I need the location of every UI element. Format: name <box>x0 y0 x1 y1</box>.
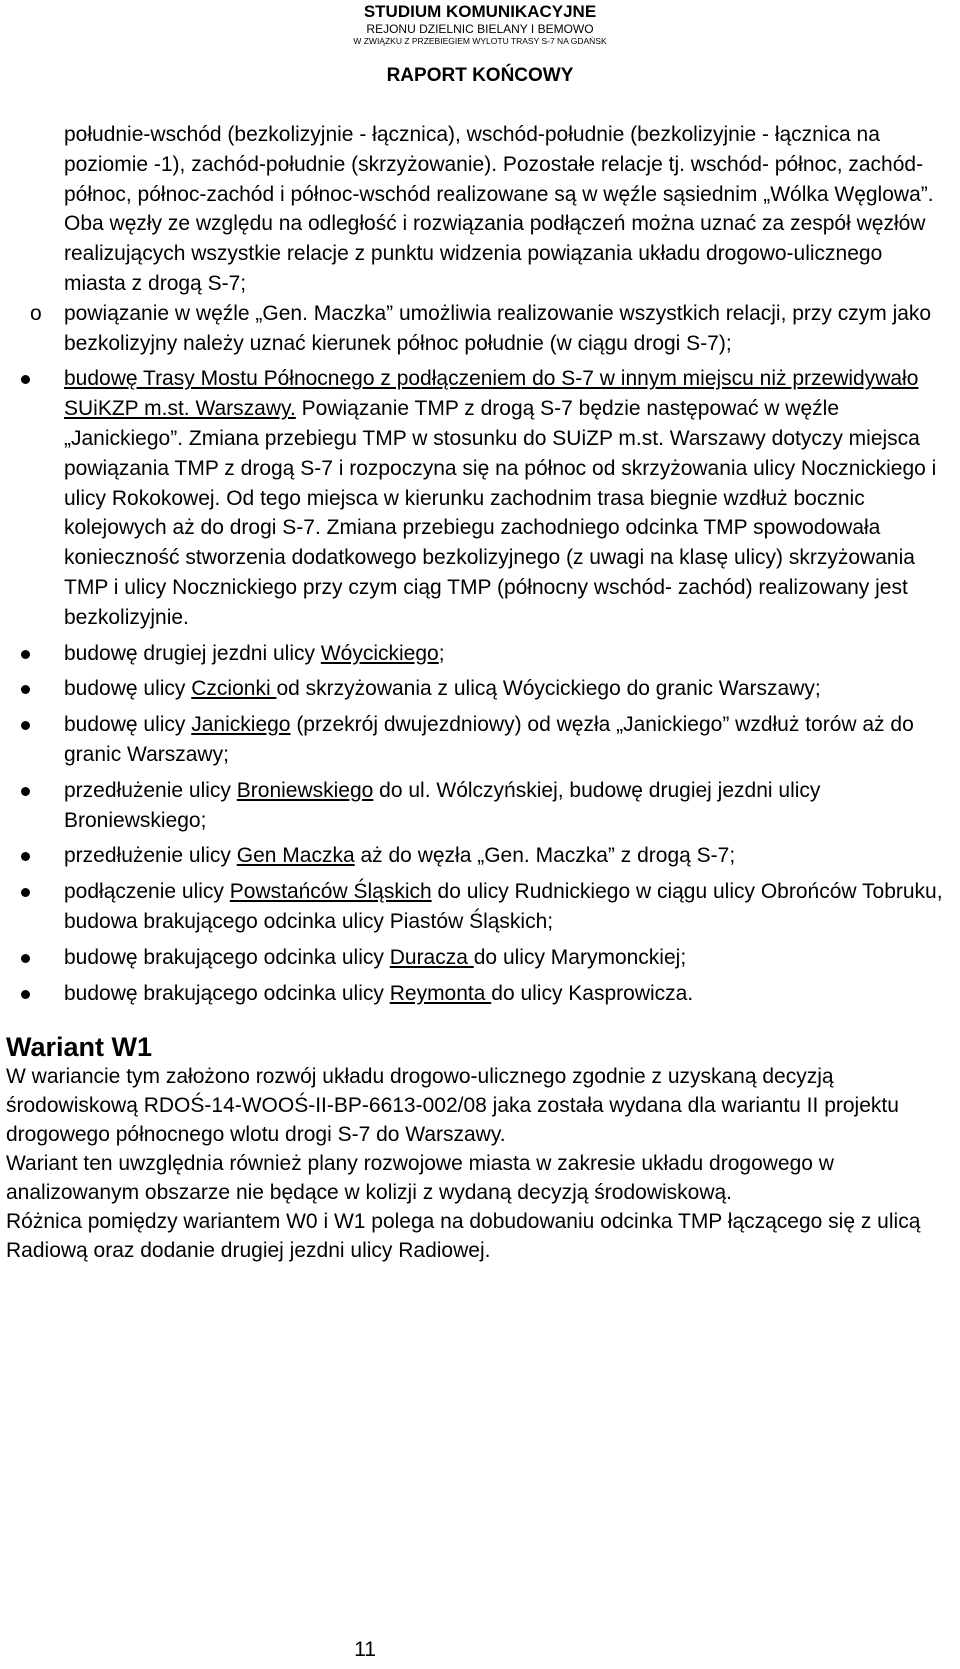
header-region: REJONU DZIELNIC BIELANY I BEMOWO <box>366 22 594 36</box>
underlined-text: Reymonta <box>389 981 492 1005</box>
bullet-dot-icon <box>21 990 30 999</box>
underlined-text: Powstańców Śląskich <box>229 880 432 904</box>
section-heading: Wariant W1 <box>6 1032 153 1063</box>
bullet-dot-icon <box>21 650 30 659</box>
page-number: 11 <box>354 1638 376 1661</box>
bullet-item: podłączenie ulicy Powstańców Śląskich do ulicy Rudnickiego w ciągu ulicy Obrońców Tobruku, budowa brakującego odcinka ulicy Piastów Śląskich; <box>0 877 946 937</box>
underlined-text: Janickiego <box>191 713 291 737</box>
continuation-paragraph: południe-wschód (bezkolizyjnie - łącznica), wschód-południe (bezkolizyjnie - łącznica na poziomie -1), zachód-południe (skrzyżowanie). Pozostałe relacje tj. wschód- północ, zachód-północ, północ-zachód i północ-wschód realizowane są w węźle sąsiednim „Wólka Węglowa”. Oba węzły ze względu na odległość i rozwiązania podłączeń można uznać za zespół węzłów realizujących wszystkie relacje z punktu widzenia powiązania układu drogowo-ulicznego miasta z drogą S-7; <box>64 123 934 295</box>
underlined-text: Duracza <box>389 945 474 969</box>
bullet-item: budowę ulicy Czcionki od skrzyżowania z ulicą Wóycickiego do granic Warszawy; <box>0 674 946 704</box>
bullet-item: budowę Trasy Mostu Północnego z podłączeniem do S-7 w innym miejscu niż przewidywało SUiKZP m.st. Warszawy. Powiązanie TMP z drogą S-7 będzie następować w węźle „Janickiego”. Zmiana przebiegu TMP w stosunku do SUiZP m.st. Warszawy dotyczy miejsca powiązania TMP z drogą S-7 i rozpoczyna się na północ od skrzyżowania ulicy Nocznickiego i ulicy Rokokowej. Od tego miejsca w kierunku zachodnim trasa biegnie wzdłuż bocznic kolejowych aż do drogi S-7. Zmiana przebiegu zachodniego odcinka TMP spowodowała konieczność stworzenia dodatkowego bezkolizyjnego (z uwagi na klasę ulicy) skrzyżowania TMP i ulicy Nocznickiego przy czym ciąg TMP (północny wschód- zachód) realizowany jest bezkolizyjnie. <box>0 364 946 632</box>
section-paragraph: Wariant ten uwzględnia również plany rozwojowe miasta w zakresie układu drogowego w analizowanym obszarze nie będące w kolizji z wydaną decyzją środowiskową. <box>6 1152 834 1205</box>
underlined-text: Broniewskiego <box>236 778 374 802</box>
page-header <box>0 2 960 87</box>
bullet-item: budowę brakującego odcinka ulicy Duracza do ulicy Marymonckiej; <box>0 943 946 973</box>
bullet-item: budowę brakującego odcinka ulicy Reymonta do ulicy Kasprowicza. <box>0 979 946 1009</box>
bullet-item: przedłużenie ulicy Gen Maczka aż do węzła „Gen. Maczka” z drogą S-7; <box>0 841 946 871</box>
underlined-text: Czcionki <box>191 677 277 701</box>
bullet-list <box>0 364 960 1008</box>
bullet-item: budowę ulicy Janickiego (przekrój dwujezdniowy) od węzła „Janickiego” wzdłuż torów aż do granic Warszawy; <box>0 710 946 770</box>
underlined-text: budowę Trasy Mostu Północnego z podłączeniem do S-7 w innym miejscu niż przewidywało SUiKZP m.st. Warszawy. <box>64 367 919 421</box>
header-org: STUDIUM KOMUNIKACYJNE <box>363 2 597 21</box>
underlined-text: Wóycickiego <box>320 641 439 665</box>
bullet-dot-icon <box>21 685 30 694</box>
section-paragraph: W wariancie tym założono rozwój układu drogowo-ulicznego zgodnie z uzyskaną decyzją środowiskową RDOŚ-14-WOOŚ-II-BP-6613-002/08 jaka została wydana dla wariantu II projektu drogowego północnego wlotu drogi S-7 do Warszawy. <box>6 1065 899 1147</box>
document-body <box>0 120 960 1265</box>
bullet-item: budowę drugiej jezdni ulicy Wóycickiego; <box>0 639 946 669</box>
section-paragraph: Różnica pomiędzy wariantem W0 i W1 polega na dobudowaniu odcinka TMP łączącego się z ulicą Radiową oraz dodanie drugiej jezdni ulicy Radiowej. <box>6 1210 921 1263</box>
bullet-dot-icon <box>21 888 30 897</box>
underlined-text: Gen Maczka <box>236 844 355 868</box>
header-context: W ZWIĄZKU Z PRZEBIEGIEM WYLOTU TRASY S-7 NA GDAŃSK <box>353 36 607 46</box>
bullet-dot-icon <box>21 787 30 796</box>
sub-bullet-marker: o <box>30 301 42 325</box>
bullet-dot-icon <box>21 721 30 730</box>
sub-bullet-text: powiązanie w węźle „Gen. Maczka” umożliwia realizowanie wszystkich relacji, przy czym jako bezkolizyjny należy uznać kierunek północ południe (w ciągu drogi S-7); <box>64 301 932 355</box>
bullet-item: przedłużenie ulicy Broniewskiego do ul. Wólczyńskiej, budowę drugiej jezdni ulicy Broniewskiego; <box>0 776 946 836</box>
header-report-title: RAPORT KOŃCOWY <box>386 65 574 86</box>
sub-bullet-item <box>0 299 946 359</box>
bullet-dot-icon <box>21 375 30 384</box>
bullet-dot-icon <box>21 954 30 963</box>
bullet-dot-icon <box>21 852 30 861</box>
